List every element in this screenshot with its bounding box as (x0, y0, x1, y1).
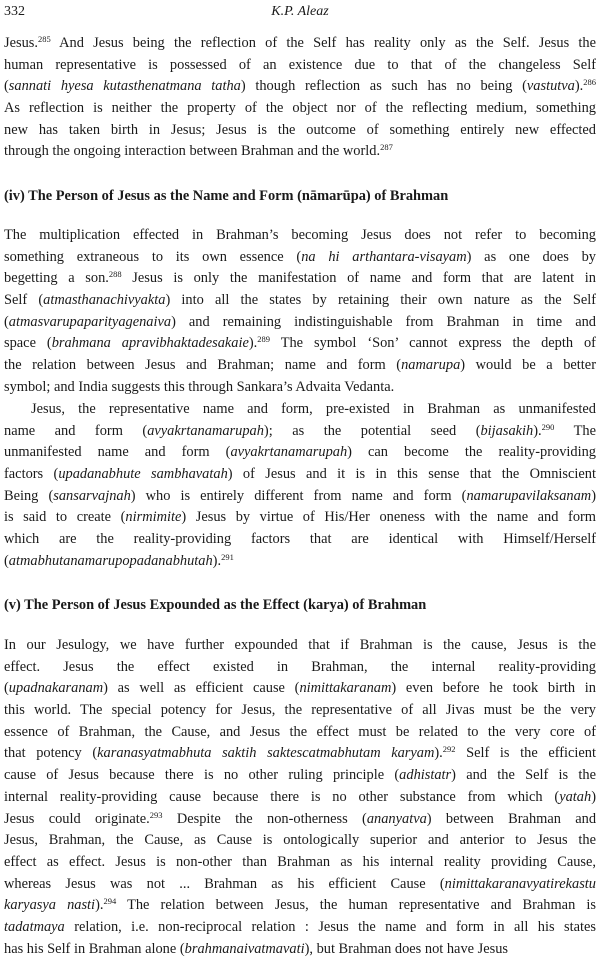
text-line: Being (sansarvajnah) who is entirely different from name and form (namarupavilaksanam) (4, 487, 596, 504)
text-line: space (brahmana apravibhaktadesakaie).$^{289}$ The symbol ‘Son’ cannot express the depth of (4, 334, 596, 352)
text-line: begetting a son.$^{288}$ Jesus is only the manifestation of name and form that are latent in (4, 269, 596, 287)
text-line: the relation between Jesus and Brahman; name and form (namarupa) would be a better (4, 357, 596, 374)
text-line: unmanifested name and form (avyakrtanamarupah) can become the reality-providing (4, 444, 596, 461)
running-header (0, 4, 600, 24)
section-heading-iv: (iv) The Person of Jesus as the Name and Form (nāmarūpa) of Brahman (4, 188, 449, 204)
text-line: Jesus.$^{285}$ And Jesus being the reflection of the Self has reality only as the Self. Jesus the (4, 34, 596, 51)
text-line: tadatmaya relation, i.e. non-reciprocal relation : Jesus the name and form in all his states (4, 918, 596, 935)
text-line: Jesus, the representative name and form, pre-existed in Brahman as unmanifested (31, 401, 596, 417)
paragraph-reflection (4, 33, 596, 163)
text-line: effect. Jesus the effect existed in Brahman, the internal reality-providing (4, 658, 596, 675)
text-line: new has taken birth in Jesus; Jesus is the outcome of something entirely new effected (4, 121, 596, 138)
italic-term: yatah (559, 788, 592, 805)
footnote-ref[interactable]: 287 (380, 142, 393, 153)
text-line: name and form (avyakrtanamarupah); as the potential seed (bijasakih).$^{290}$ The (4, 421, 596, 439)
italic-term: karanasyatmabhuta saktih saktescatmabhutam karyam (97, 745, 435, 762)
text-line: (atmabhutanamarupopadanabhutah).$^{291}$ (4, 551, 234, 569)
text-line: that potency (karanasyatmabhuta saktih saktescatmabhutam karyam).$^{292}$ Self is the efficient (4, 744, 596, 762)
footnote-ref[interactable]: 288 (108, 269, 122, 280)
paragraph-iv-2 (4, 399, 596, 573)
italic-term: atmasvarupaparityagenaiva (8, 313, 172, 330)
italic-term: karyasya nasti (4, 897, 96, 914)
text-line: effect as effect. Jesus is non-other than Brahman as his internal reality providing Cause, (4, 853, 596, 870)
text-line: (upadnakaranam) as well as efficient cause (nimittakaranam) even before he took birth in (4, 680, 596, 697)
italic-term: upadnakaranam (8, 680, 104, 697)
italic-term: upadanabhute sambhavatah (58, 466, 228, 483)
footnote-ref[interactable]: 292 (442, 744, 456, 755)
text-line: this world. The special potency for Jesus, the representative of all Jivas must be the very (4, 702, 596, 719)
italic-term: atmasthanachivyakta (43, 292, 166, 309)
text-line: through the ongoing interaction between Brahman and the world.$^{287}$ (4, 142, 393, 160)
text-line: which are the reality-providing factors that are identical with Himself/Herself (4, 531, 596, 548)
footnote-ref[interactable]: 294 (103, 896, 117, 907)
text-line: internal reality-providing cause because there is no other substance from which (yatah) (4, 788, 596, 805)
text-line: has his Self in Brahman alone (brahmanaivatmavati), but Brahman does not have Jesus (4, 940, 509, 957)
italic-term: brahmanaivatmavati (184, 940, 305, 957)
text-line: Jesus, Brahman, the Cause, as Cause is ontologically superior and anterior to Jesus the (4, 832, 596, 849)
text-line: factors (upadanabhute sambhavatah) of Jesus and it is in this sense that the Omniscient (4, 466, 596, 483)
text-line: (sannati hyesa kutasthenatmana tatha) though reflection as such has no being (vastutva).$^{286}$ (4, 77, 596, 95)
footnote-ref[interactable]: 291 (221, 551, 234, 562)
italic-term: sannati hyesa kutasthenatmana tatha (8, 78, 241, 95)
italic-term: tadatmaya (4, 918, 65, 935)
footnote-ref[interactable]: 293 (149, 809, 163, 820)
paragraph-iv-1 (4, 225, 596, 399)
text-line: cause of Jesus because there is no other ruling principle (adhistatr) and the Self is the (4, 767, 596, 784)
italic-term: ananyatva (366, 810, 427, 827)
footnote-ref[interactable]: 289 (257, 334, 271, 345)
text-line: As reflection is neither the property of the object nor of the reflecting medium, something (4, 100, 596, 117)
text-line: whereas Jesus was not ... Brahman as his efficient Cause (nimittakaranavyatirekastu (4, 875, 596, 892)
italic-term: na hi arthantara-visayam (301, 248, 467, 265)
text-line: is said to create (nirmimite) Jesus by virtue of His/Her oneness with the name and form (4, 509, 596, 526)
footnote-ref[interactable]: 285 (37, 34, 51, 44)
paragraph-v (4, 635, 596, 960)
italic-term: sansarvajnah (53, 487, 131, 504)
italic-term: brahmana apravibhaktadesakaie (51, 335, 249, 352)
italic-term: nimittakaranavyatirekastu (444, 875, 596, 892)
text-line: symbol; and India suggests this through Sankara’s Advaita Vedanta. (4, 378, 395, 395)
footnote-ref[interactable]: 286 (583, 77, 596, 88)
text-line: The multiplication effected in Brahman’s becoming Jesus does not refer to becoming (4, 227, 596, 243)
running-head-author: K.P. Aleaz (271, 4, 329, 19)
text-line: (atmasvarupaparityagenaiva) and remaining indistinguishable from Brahman in time and (4, 313, 596, 330)
text-line: something extraneous to its own essence (na hi arthantara-visayam) as one does by (4, 248, 596, 265)
italic-term: adhistatr (399, 767, 452, 784)
text-line: Jesus could originate.$^{293}$ Despite the non-otherness (ananyatva) between Brahman and (4, 809, 596, 827)
page-number: 332 (4, 4, 25, 19)
italic-term: namarupa (401, 357, 461, 374)
footnote-ref[interactable]: 290 (541, 421, 555, 432)
text-line: Self (atmasthanachivyakta) into all the states by retaining their own nature as the Self (4, 292, 596, 309)
italic-term: avyakrtanamarupah (147, 422, 264, 439)
text-line: karyasya nasti).$^{294}$ The relation between Jesus, the human representative and Brahman is (4, 896, 596, 914)
text-line: essence of Brahman, the Cause, and Jesus the effect must be related to the very core of (4, 723, 596, 740)
section-heading-v: (v) The Person of Jesus Expounded as the Effect (karya) of Brahman (4, 597, 427, 613)
italic-term: namarupavilaksanam (466, 487, 592, 504)
italic-term: atmabhutanamarupopadanabhutah (8, 552, 213, 569)
italic-term: nimittakaranam (299, 680, 392, 697)
italic-term: avyakrtanamarupah (230, 444, 348, 461)
italic-term: bijasakih (480, 422, 534, 439)
text-line: In our Jesulogy, we have further expounded that if Brahman is the cause, Jesus is the (4, 637, 596, 653)
italic-term: nirmimite (125, 509, 182, 526)
italic-term: vastutva (526, 78, 575, 95)
text-line: human representative is possessed of an existence due to that of the changeless Self (4, 56, 596, 73)
